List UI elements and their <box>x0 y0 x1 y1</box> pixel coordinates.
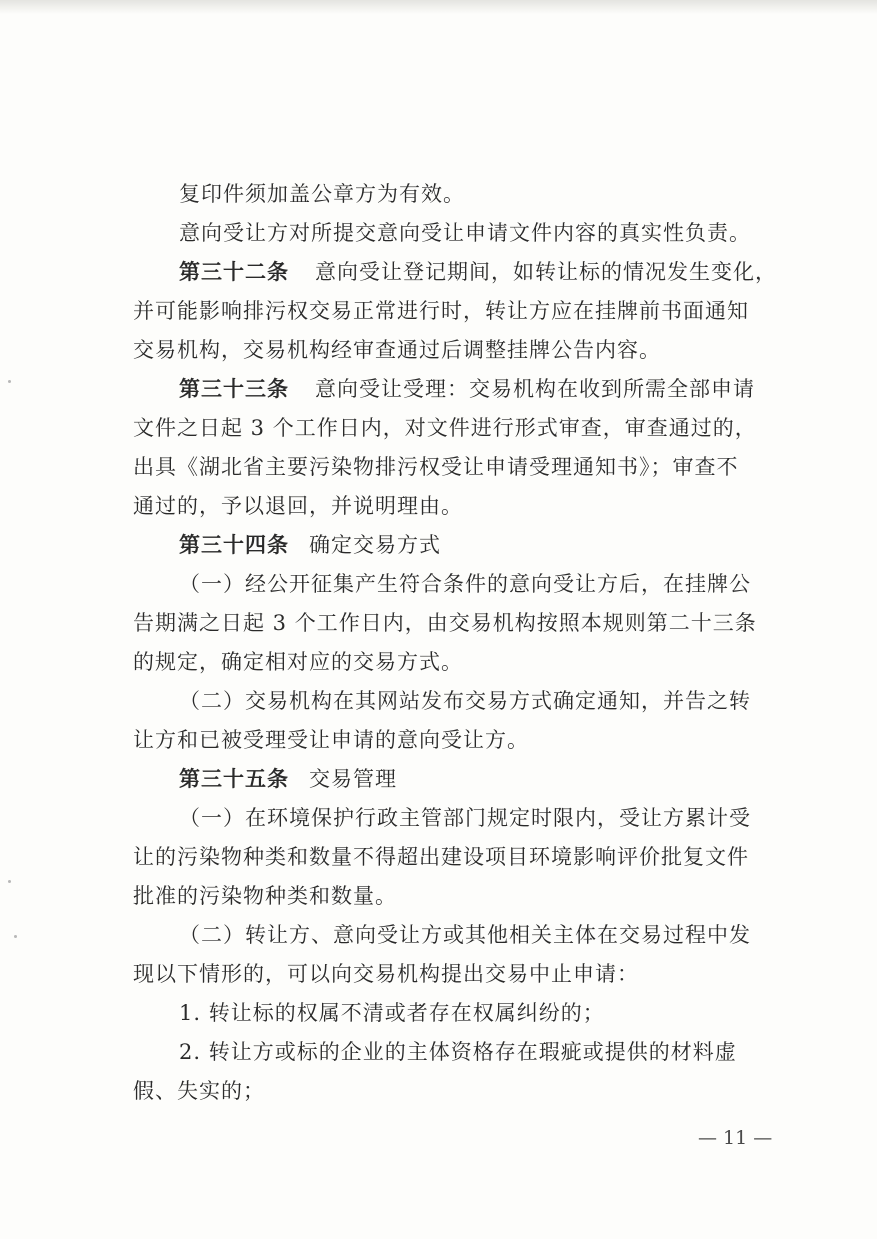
article-35-heading: 第三十五条 <box>179 766 289 791</box>
article-32-heading: 第三十二条 <box>179 259 289 284</box>
text-line-4: 并可能影响排污权交易正常进行时，转让方应在挂牌前书面通知 <box>133 299 749 323</box>
scan-speck <box>8 880 11 883</box>
text-line-20: （二）转让方、意向受让方或其他相关主体在交易过程中发 <box>179 923 751 947</box>
text-line-15: 让方和已被受理受让申请的意向受让方。 <box>133 728 529 752</box>
scan-speck <box>14 935 17 938</box>
text-line-9: 通过的，予以退回，并说明理由。 <box>133 494 463 518</box>
text-line-21: 现以下情形的，可以向交易机构提出交易中止申请： <box>133 962 639 986</box>
text-line-13: 的规定，确定相对应的交易方式。 <box>133 650 463 674</box>
page-number: — 11 — <box>698 1127 773 1149</box>
text-line-10: 确定交易方式 <box>309 533 441 557</box>
text-line-14: （二）交易机构在其网站发布交易方式确定通知，并告之转 <box>179 689 751 713</box>
article-33-heading: 第三十三条 <box>179 376 289 401</box>
text-line-5: 交易机构，交易机构经审查通过后调整挂牌公告内容。 <box>133 338 661 362</box>
text-line-8: 出具《湖北省主要污染物排污权受让申请受理通知书》；审查不 <box>133 455 739 479</box>
text-line-2: 意向受让方对所提交意向受让申请文件内容的真实性负责。 <box>179 221 751 245</box>
article-32-paragraph <box>179 258 777 286</box>
text-line-12: 告期满之日起 3 个工作日内，由交易机构按照本规则第二十三条 <box>133 611 757 635</box>
article-34-paragraph <box>179 531 441 559</box>
text-line-24: 假、失实的； <box>133 1079 265 1103</box>
text-line-3: 意向受让登记期间，如转让标的情况发生变化， <box>315 260 777 284</box>
text-line-6: 意向受让受理：交易机构在收到所需全部申请 <box>315 377 755 401</box>
text-line-16: 交易管理 <box>309 767 397 791</box>
article-33-paragraph <box>179 375 755 403</box>
text-line-1: 复印件须加盖公章方为有效。 <box>179 182 465 206</box>
list-item-2: 2. 转让方或标的企业的主体资格存在瑕疵或提供的材料虚 <box>179 1040 737 1064</box>
text-line-18: 让的污染物种类和数量不得超出建设项目环境影响评价批复文件 <box>133 845 749 869</box>
text-line-17: （一）在环境保护行政主管部门规定时限内，受让方累计受 <box>179 806 751 830</box>
text-line-7: 文件之日起 3 个工作日内，对文件进行形式审查，审查通过的， <box>133 416 757 440</box>
scan-speck <box>8 380 11 383</box>
article-35-paragraph <box>179 765 397 793</box>
list-item-1: 1. 转让标的权属不清或者存在权属纠纷的； <box>179 1001 605 1025</box>
article-34-heading: 第三十四条 <box>179 532 289 557</box>
text-line-11: （一）经公开征集产生符合条件的意向受让方后，在挂牌公 <box>179 572 751 596</box>
text-line-19: 批准的污染物种类和数量。 <box>133 884 397 908</box>
